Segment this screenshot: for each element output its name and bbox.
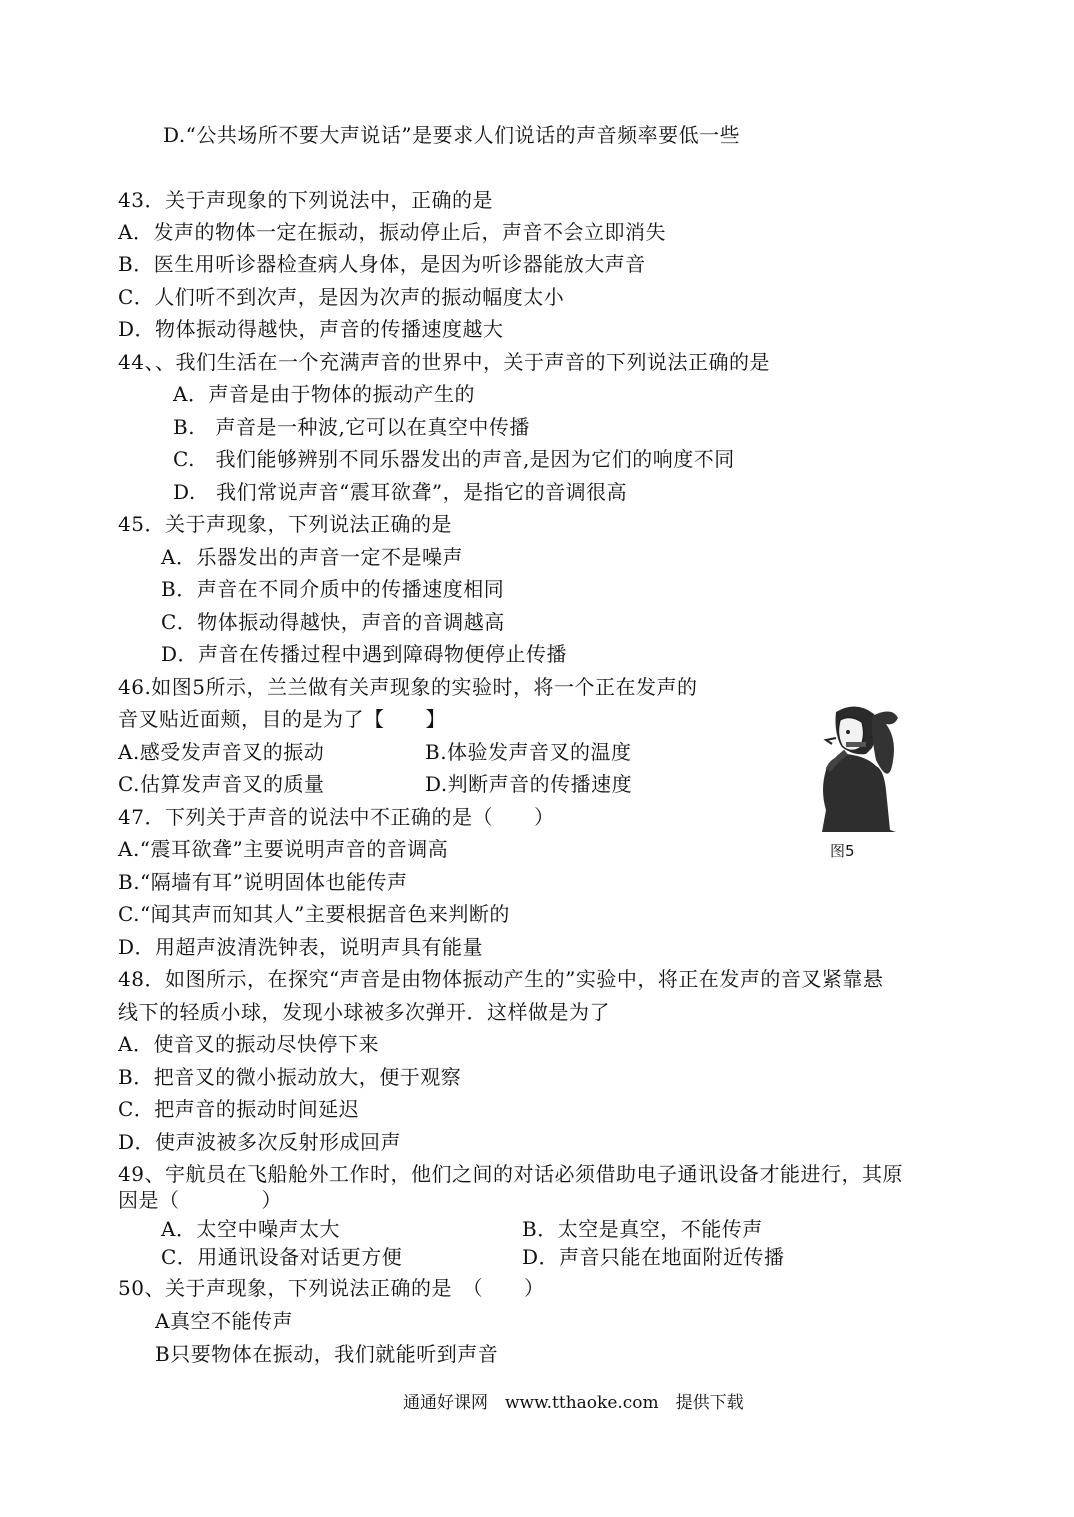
option-44a: A．声音是由于物体的振动产生的 bbox=[173, 382, 475, 406]
question-46: 46.如图5所示，兰兰做有关声现象的实验时，将一个正在发声的 bbox=[118, 675, 698, 699]
figure-caption: 图5 bbox=[830, 842, 855, 860]
question-50: 50、关于声现象，下列说法正确的是 （ ） bbox=[118, 1276, 545, 1300]
option-48a: A．使音叉的振动尽快停下来 bbox=[118, 1032, 379, 1056]
option-48b: B．把音叉的微小振动放大，便于观察 bbox=[118, 1065, 462, 1089]
option-47d: D．用超声波清洗钟表，说明声具有能量 bbox=[118, 935, 484, 959]
question-47: 47．下列关于声音的说法中不正确的是（ ） bbox=[118, 805, 555, 829]
option-49b: B．太空是真空，不能传声 bbox=[522, 1217, 763, 1241]
option-45c: C．物体振动得越快，声音的音调越高 bbox=[161, 610, 505, 634]
option-43a: A．发声的物体一定在振动，振动停止后，声音不会立即消失 bbox=[118, 220, 666, 244]
question-44: 44、、我们生活在一个充满声音的世界中，关于声音的下列说法正确的是 bbox=[118, 350, 770, 374]
option-44b: B. 声音是一种波,它可以在真空中传播 bbox=[173, 415, 530, 439]
option-47b: B.“隔墙有耳”说明固体也能传声 bbox=[118, 870, 408, 894]
option-47c: C.“闻其声而知其人”主要根据音色来判断的 bbox=[118, 902, 510, 926]
option-43c: C．人们听不到次声，是因为次声的振动幅度太小 bbox=[118, 285, 565, 309]
question-43: 43．关于声现象的下列说法中，正确的是 bbox=[118, 188, 493, 212]
option-46c: C.估算发声音叉的质量 bbox=[118, 772, 325, 796]
question-48-cont: 线下的轻质小球，发现小球被多次弹开．这样做是为了 bbox=[118, 1000, 610, 1024]
option-50b: B只要物体在振动，我们就能听到声音 bbox=[155, 1342, 499, 1366]
question-48: 48．如图所示，在探究“声音是由物体振动产生的”实验中，将正在发声的音叉紧靠悬 bbox=[118, 967, 884, 991]
option-45b: B．声音在不同介质中的传播速度相同 bbox=[161, 577, 505, 601]
option-43b: B．医生用听诊器检查病人身体，是因为听诊器能放大声音 bbox=[118, 252, 646, 276]
option-48d: D．使声波被多次反射形成回声 bbox=[118, 1130, 402, 1154]
option-49c: C．用通讯设备对话更方便 bbox=[161, 1245, 403, 1269]
option-46a: A.感受发声音叉的振动 bbox=[118, 740, 325, 764]
option-49a: A．太空中噪声太大 bbox=[161, 1217, 340, 1241]
option-45d: D．声音在传播过程中遇到障碍物便停止传播 bbox=[161, 642, 568, 666]
question-49: 49、宇航员在飞船舱外工作时，他们之间的对话必须借助电子通讯设备才能进行，其原 bbox=[118, 1162, 903, 1186]
option-45a: A．乐器发出的声音一定不是噪声 bbox=[161, 545, 463, 569]
option-42d: D.“公共场所不要大声说话”是要求人们说话的声音频率要低一些 bbox=[163, 123, 741, 147]
option-49d: D．声音只能在地面附近传播 bbox=[522, 1245, 785, 1269]
question-46-cont: 音叉贴近面颊，目的是为了【 】 bbox=[118, 707, 446, 731]
page-footer: 通通好课网 www.tthaoke.com 提供下载 bbox=[403, 1393, 744, 1413]
option-46b: B.体验发声音叉的温度 bbox=[425, 740, 632, 764]
question-45: 45．关于声现象，下列说法正确的是 bbox=[118, 512, 452, 536]
option-48c: C．把声音的振动时间延迟 bbox=[118, 1097, 360, 1121]
option-46d: D.判断声音的传播速度 bbox=[425, 772, 633, 796]
option-50a: A真空不能传声 bbox=[155, 1309, 293, 1333]
option-47a: A.“震耳欲聋”主要说明声音的音调高 bbox=[118, 837, 449, 861]
option-43d: D．物体振动得越快，声音的传播速度越大 bbox=[118, 317, 504, 341]
option-44d: D. 我们常说声音“震耳欲聋”，是指它的音调很高 bbox=[173, 480, 628, 504]
option-44c: C. 我们能够辨别不同乐器发出的声音,是因为它们的响度不同 bbox=[173, 447, 735, 471]
question-49-cont: 因是（ ） bbox=[118, 1188, 282, 1212]
girl-tuning-fork-figure bbox=[806, 700, 906, 865]
